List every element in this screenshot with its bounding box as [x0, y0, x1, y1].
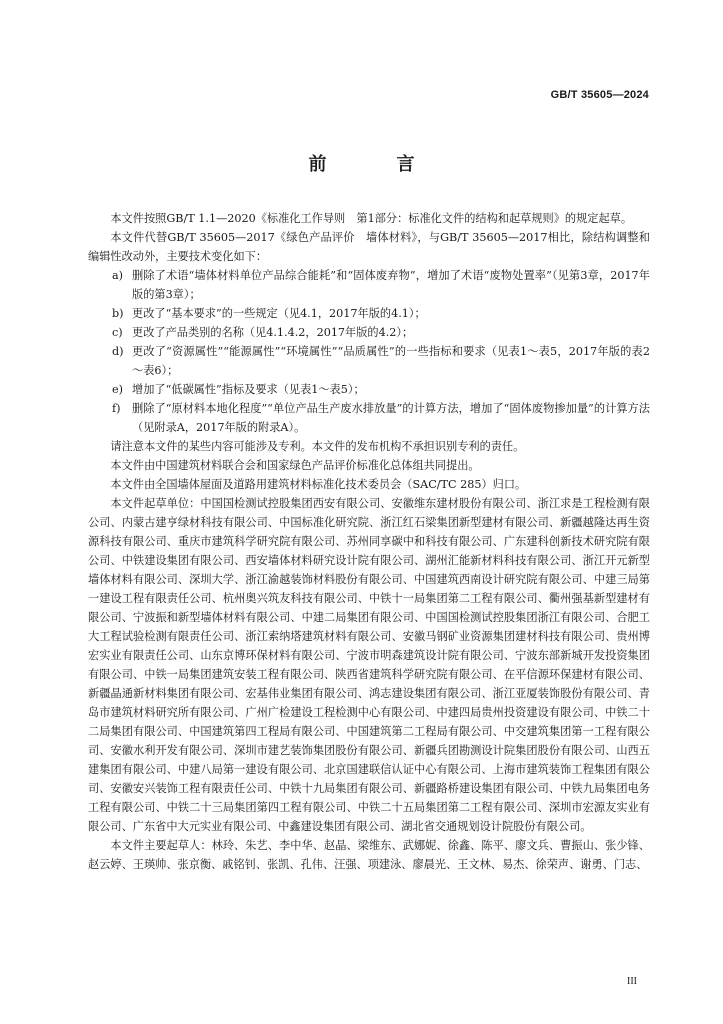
list-item: [88, 399, 650, 437]
list-item-text: 删除了“原材料本地化程度”“单位产品生产废水排放量”的计算方法，增加了“固体废物掺加量”的计算方法（见附录A，2017年版的附录A）。: [132, 402, 650, 434]
list-item-text: 删除了术语“墙体材料单位产品综合能耗”和“固体废弃物”，增加了术语“废物处置率”（见第3章，2017年版的第3章）；: [132, 269, 650, 301]
list-marker: a): [112, 269, 124, 282]
paragraph-replacement: 本文件代替GB/T 35605—2017《绿色产品评价 墙体材料》，与GB/T 35605—2017相比，除结构调整和编辑性改动外，主要技术变化如下：: [88, 231, 650, 263]
list-item: [88, 323, 650, 342]
list-marker: c): [112, 326, 123, 339]
list-marker: f): [112, 402, 121, 415]
list-item: [88, 266, 650, 304]
list-item: [88, 380, 650, 399]
standard-number: GB/T 35605—2024: [550, 89, 649, 101]
list-marker: e): [112, 383, 123, 396]
document-body: [88, 209, 650, 874]
list-marker: b): [112, 307, 124, 320]
paragraph-committee: 本文件由全国墙体屋面及道路用建筑材料标准化技术委员会（SAC/TC 285）归口。: [110, 478, 527, 491]
changes-list: [88, 266, 650, 437]
list-item-text: 更改了“基本要求”的一些规定（见4.1，2017年版的4.1）；: [132, 307, 426, 320]
list-marker: d): [112, 345, 124, 358]
paragraph-drafting-rules: 本文件按照GB/T 1.1—2020《标准化工作导则 第1部分：标准化文件的结构和起草规则》的规定起草。: [110, 212, 633, 225]
paragraph-proposer: 本文件由中国建筑材料联合会和国家绿色产品评价标准化总体组共同提出。: [110, 459, 480, 472]
list-item-text: 增加了“低碳属性”指标及要求（见表1～表5）；: [132, 383, 365, 396]
paragraph-drafters: 本文件主要起草人：林玲、朱艺、李中华、赵晶、梁维东、武娜妮、徐鑫、陈平、廖文兵、曹振山、张少锋、赵云婷、王瑛帅、张京衡、戚铭钊、张凯、孔伟、汪强、项建泳、廖晨光、王文林、易杰、徐荣声、谢勇、门志、: [88, 839, 650, 871]
paragraph-drafting-units: 本文件起草单位：中国国检测试控股集团西安有限公司、安徽维东建材股份有限公司、浙江求是工程检测有限公司、内蒙古建亨绿材科技有限公司、中国标准化研究院、浙江红石梁集团新型建材有限公司、新疆越隆达再生资源科技有限公司、重庆市建筑科学研究院有限公司、苏州同享碳中和科技有限公司、广东建科创新技术研究院有限公司、中铁建设集团有限公司、西安墙体材料研究设计院有限公司、湖州汇能新材料科技有限公司、浙江开元新型墙体材料有限公司、深圳大学、浙江渝越装饰材料股份有限公司、中国建筑西南设计研究院有限公司、中建三局第一建设工程有限责任公司、杭州奥兴筑友科技有限公司、中铁十一局集团第二工程有限公司、衢州强基新型建材有限公司、宁波振和新型墙体材料有限公司、中建二局集团有限公司、中国国检测试控股集团浙江有限公司、合肥工大工程试验检测有限责任公司、浙江索纳塔建筑材料有限公司、安徽马钢矿业资源集团建材科技有限公司、贵州博宏实业有限责任公司、山东京博环保材料有限公司、宁波市明森建筑设计院有限公司、宁波东部新城开发投资集团有限公司、中铁一局集团建筑安装工程有限公司、陕西省建筑科学研究院有限公司、在平信源环保建材有限公司、新疆晶通新材料集团有限公司、宏基伟业集团有限公司、鸿志建设集团有限公司、浙江亚厦装饰股份有限公司、青岛市建筑材料研究所有限公司、广州广检建设工程检测中心有限公司、中建四局贵州投资建设有限公司、中铁二十二局集团有限公司、中国建筑第四工程局有限公司、中国建筑第二工程局有限公司、中交建筑集团第一工程有限公司、安徽水利开发有限公司、深圳市建艺装饰集团股份有限公司、新疆兵团勘测设计院集团股份有限公司、山西五建集团有限公司、中建八局第一建设有限公司、北京国建联信认证中心有限公司、上海市建筑装饰工程集团有限公司、安徽安兴装饰工程有限责任公司、中铁十九局集团有限公司、新疆路桥建设集团有限公司、中铁九局集团电务工程有限公司、中铁二十三局集团第四工程有限公司、中铁二十五局集团第二工程有限公司、深圳市宏源友实业有限公司、广东省中大元实业有限公司、中鑫建设集团有限公司、湖北省交通规划设计院股份有限公司。: [88, 497, 650, 833]
list-item: [88, 342, 650, 380]
paragraph-patent-notice: 请注意本文件的某些内容可能涉及专利。本文件的发布机构不承担识别专利的责任。: [110, 440, 525, 453]
list-item-text: 更改了产品类别的名称（见4.1.4.2，2017年版的4.2）；: [132, 326, 414, 339]
page-title: 前 言: [308, 154, 441, 175]
list-item: [88, 304, 650, 323]
page-number: III: [627, 976, 637, 987]
list-item-text: 更改了“资源属性”“能源属性”“环境属性”“品质属性”的一些指标和要求（见表1～表5，2017年版的表2～表6）；: [132, 345, 650, 377]
